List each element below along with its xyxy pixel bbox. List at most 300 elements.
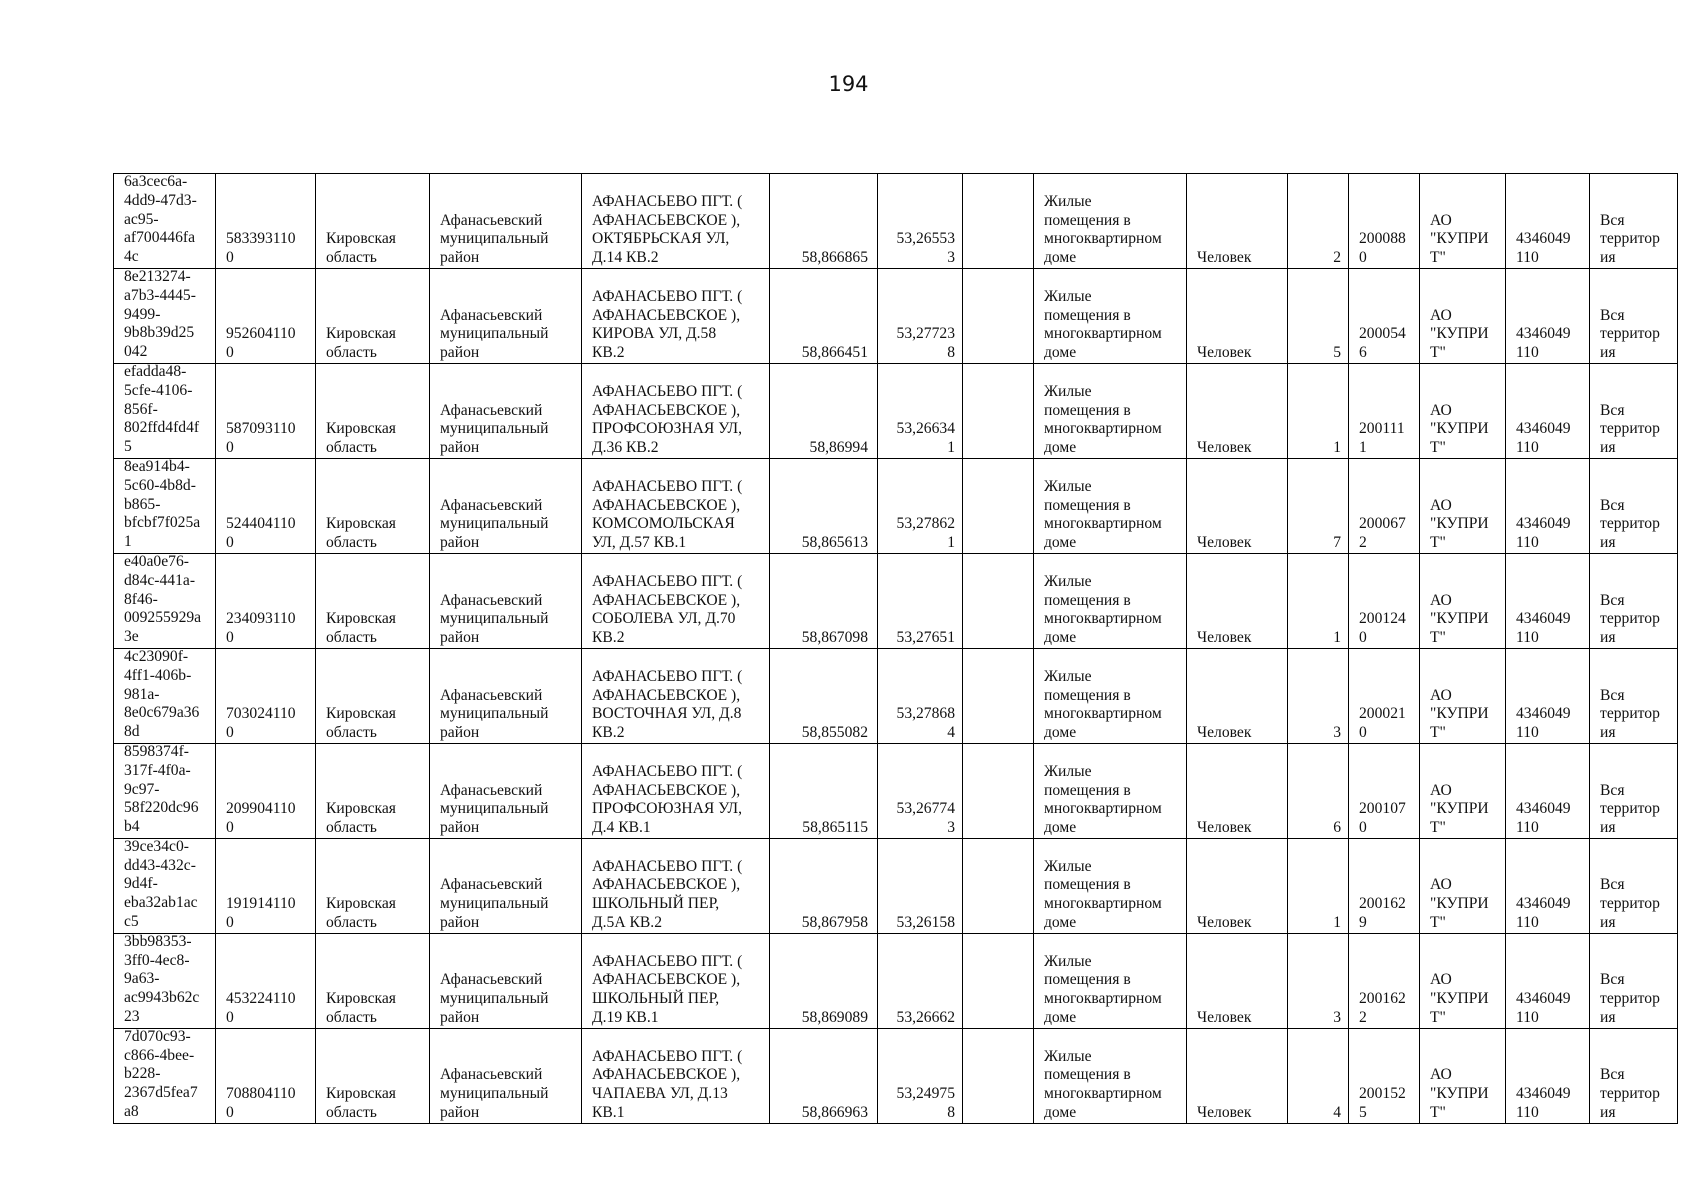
cell-line: Д.19 КВ.1 [592,1009,659,1027]
cell-line: 6 [1359,344,1367,362]
cell-line: территор [1600,1085,1660,1103]
cell-line: доме [1044,249,1077,267]
cell-line: АФАНАСЬЕВСКОЕ ), [592,306,741,324]
cell-district [430,553,582,648]
cell-longitude [878,553,963,648]
cell-line: район [440,344,480,362]
cell-region [316,363,430,458]
cell-line: 110 [1516,249,1539,267]
cell-count [1288,933,1349,1028]
cell-line: Жилые [1044,952,1092,970]
cell-line: 23 [124,1008,140,1026]
cell-line: многоквартирном [1044,990,1162,1008]
cell-line: АФАНАСЬЕВО ПГТ. ( [592,382,743,400]
cell-object-id [114,553,216,648]
cell-category-text [1044,383,1182,458]
cell-category-text [1044,478,1182,553]
cell-count-text [1292,249,1341,268]
cell-latitude-text [774,1009,868,1028]
cell-line: Вся [1600,971,1625,989]
cell-line: 53,26553 [896,230,955,248]
cell-organization [1420,743,1506,838]
cell-address [582,648,770,743]
cell-latitude [770,838,878,933]
cell-object-id-text [124,648,211,741]
cell-line: АФАНАСЬЕВСКОЕ ), [592,686,741,704]
cell-line: многоквартирном [1044,420,1162,438]
cell-line: АФАНАСЬЕВО ПГТ. ( [592,192,743,210]
cell-line: область [326,249,377,267]
cell-line: Кировская [326,325,396,343]
cell-scope-text [1600,782,1673,838]
cell-longitude-text [882,1009,955,1028]
cell-count-text [1292,914,1341,933]
cell-line: территор [1600,895,1660,913]
cell-line: 1 [124,533,132,551]
cell-line: Афанасьевский [440,781,543,799]
table-row [114,648,1678,743]
cell-organization-text [1430,782,1501,838]
cell-line: Кировская [326,800,396,818]
cell-line: район [440,1009,480,1027]
cell-line: 0 [226,914,234,932]
cell-reference-number-text [1359,705,1415,743]
cell-address [582,743,770,838]
cell-region-text [326,230,425,268]
cell-longitude-text [882,629,955,648]
cell-organization [1420,838,1506,933]
cell-object-id [114,268,216,363]
cell-line: 8 [947,1104,955,1122]
cell-region-text [326,990,425,1028]
cell-count [1288,458,1349,553]
cell-district [430,838,582,933]
cell-line: 8e213274- [124,268,191,285]
cell-line: Вся [1600,591,1625,609]
cell-district [430,933,582,1028]
cell-line: область [326,344,377,362]
cell-line: 0 [1359,724,1367,742]
cell-count [1288,363,1349,458]
cell-line: доме [1044,1104,1077,1122]
cell-inn [1506,174,1590,269]
cell-line: АФАНАСЬЕВО ПГТ. ( [592,1047,743,1065]
cell-line: bfcbf7f025a [124,514,201,532]
cell-latitude [770,268,878,363]
cell-empty [963,1028,1034,1123]
cell-latitude [770,174,878,269]
cell-line: АФАНАСЬЕВСКОЕ ), [592,496,741,514]
cell-inn-text [1516,990,1585,1028]
cell-line: 110 [1516,534,1539,552]
cell-line: 8d [124,723,140,741]
cell-object-id [114,1028,216,1123]
cell-line: Вся [1600,496,1625,514]
cell-line: 8ea914b4- [124,458,190,475]
cell-reference-number-text [1359,800,1415,838]
cell-scope [1590,363,1678,458]
cell-line: 708804110 [226,1085,296,1103]
cell-scope [1590,838,1678,933]
cell-district-text [440,1066,577,1122]
cell-district-text [440,592,577,648]
cell-line: 0 [1359,249,1367,267]
cell-count-text [1292,819,1341,838]
cell-count [1288,743,1349,838]
cell-line: 1 [947,439,955,457]
cell-organization [1420,648,1506,743]
cell-line: район [440,534,480,552]
cell-line: КВ.2 [592,724,625,742]
cell-line: Вся [1600,306,1625,324]
cell-code-text [226,420,311,458]
cell-line: a8 [124,1103,139,1121]
cell-line: efadda48- [124,363,187,380]
cell-line: 110 [1516,344,1539,362]
cell-object-id [114,648,216,743]
cell-line: 0 [226,724,234,742]
cell-latitude-text [774,534,868,553]
cell-unit [1187,174,1288,269]
cell-line: АО [1430,1066,1452,1084]
cell-line: d84c-441a- [124,571,196,589]
cell-unit [1187,838,1288,933]
cell-line: 5 [1333,344,1341,362]
cell-line: Т" [1430,534,1446,552]
cell-region [316,174,430,269]
cell-line: АФАНАСЬЕВО ПГТ. ( [592,667,743,685]
cell-scope [1590,648,1678,743]
cell-line: Жилые [1044,572,1092,590]
cell-line: 4346049 [1516,420,1571,438]
cell-line: 703024110 [226,705,296,723]
cell-line: 587093110 [226,420,296,438]
cell-line: УЛ, Д.57 КВ.1 [592,534,687,552]
cell-category [1034,1028,1187,1123]
cell-code [216,648,316,743]
cell-line: 9a63- [124,970,160,988]
cell-unit [1187,648,1288,743]
cell-count-text [1292,629,1341,648]
cell-line: 200162 [1359,990,1406,1008]
cell-region [316,933,430,1028]
cell-line: 4346049 [1516,1085,1571,1103]
cell-reference-number-text [1359,230,1415,268]
cell-line: 2 [1359,1009,1367,1027]
cell-reference-number [1349,458,1420,553]
cell-unit [1187,933,1288,1028]
cell-line: Вся [1600,1066,1625,1084]
cell-line: КОМСОМОЛЬСКАЯ [592,515,735,533]
cell-line: АФАНАСЬЕВО ПГТ. ( [592,572,743,590]
cell-scope [1590,268,1678,363]
cell-unit [1187,458,1288,553]
cell-scope [1590,174,1678,269]
cell-inn-text [1516,895,1585,933]
cell-line: 4dd9-47d3- [124,191,197,209]
cell-line: муниципальный [440,895,549,913]
cell-empty [963,174,1034,269]
cell-line: ПРОФСОЮЗНАЯ УЛ, [592,420,742,438]
cell-line: 9b8b39d25 [124,324,195,342]
cell-line: АФАНАСЬЕВО ПГТ. ( [592,477,743,495]
cell-line: 58,867098 [801,629,868,647]
cell-latitude-text [774,724,868,743]
cell-category-text [1044,763,1182,838]
cell-line: "КУПРИ [1430,230,1489,248]
cell-line: Жилые [1044,857,1092,875]
cell-line: 110 [1516,1009,1539,1027]
cell-address-text [592,858,765,933]
cell-line: Жилые [1044,1047,1092,1065]
cell-unit-text [1197,1009,1283,1028]
cell-line: 58,867958 [801,914,868,932]
cell-organization [1420,933,1506,1028]
cell-line: 234093110 [226,610,296,628]
cell-line: 110 [1516,914,1539,932]
cell-organization [1420,174,1506,269]
cell-unit-text [1197,534,1283,553]
cell-line: АО [1430,686,1452,704]
cell-scope-text [1600,307,1673,363]
cell-line: АФАНАСЬЕВСКОЕ ), [592,211,741,229]
cell-line: 58,86994 [809,439,868,457]
cell-line: 524404110 [226,515,296,533]
cell-region-text [326,325,425,363]
cell-latitude [770,458,878,553]
cell-line: 2 [1359,534,1367,552]
cell-line: территор [1600,800,1660,818]
cell-line: территор [1600,610,1660,628]
cell-reference-number [1349,648,1420,743]
cell-longitude [878,838,963,933]
cell-reference-number [1349,363,1420,458]
cell-line: Вся [1600,401,1625,419]
cell-line: область [326,439,377,457]
cell-line: район [440,914,480,932]
cell-count-text [1292,534,1341,553]
cell-inn-text [1516,800,1585,838]
cell-latitude-text [774,344,868,363]
cell-region-text [326,420,425,458]
cell-empty [963,553,1034,648]
cell-line: Жилые [1044,382,1092,400]
cell-line: 9c97- [124,780,160,798]
cell-inn-text [1516,325,1585,363]
cell-line: 3ff0-4ec8- [124,951,190,969]
cell-line: территор [1600,705,1660,723]
cell-category [1034,553,1187,648]
cell-line: 58,865115 [802,819,868,837]
cell-reference-number [1349,838,1420,933]
cell-category-text [1044,193,1182,268]
cell-line: помещения в [1044,781,1131,799]
cell-line: 7d070c93- [124,1028,191,1045]
cell-line: "КУПРИ [1430,420,1489,438]
cell-address-text [592,193,765,268]
cell-line: Вся [1600,781,1625,799]
cell-line: 9d4f- [124,875,158,893]
cell-reference-number [1349,1028,1420,1123]
cell-line: муниципальный [440,515,549,533]
cell-line: АФАНАСЬЕВСКОЕ ), [592,781,741,799]
cell-inn-text [1516,610,1585,648]
cell-line: 110 [1516,724,1539,742]
cell-line: помещения в [1044,971,1131,989]
cell-line: Т" [1430,914,1446,932]
cell-scope [1590,1028,1678,1123]
cell-district-text [440,971,577,1027]
cell-line: Д.14 КВ.2 [592,249,659,267]
cell-line: c5 [124,913,139,931]
cell-line: b4 [124,818,140,836]
cell-line: район [440,819,480,837]
cell-latitude-text [774,914,868,933]
cell-count-text [1292,344,1341,363]
cell-line: доме [1044,439,1077,457]
cell-count [1288,838,1349,933]
cell-line: 4ff1-406b- [124,666,192,684]
cell-line: 53,27651 [896,629,955,647]
cell-address-text [592,763,765,838]
table-row [114,268,1678,363]
cell-line: 7 [1333,534,1341,552]
cell-line: 583393110 [226,230,296,248]
cell-line: АО [1430,401,1452,419]
cell-line: Кировская [326,420,396,438]
cell-line: 53,26662 [896,1009,955,1027]
cell-line: доме [1044,1009,1077,1027]
cell-organization [1420,363,1506,458]
cell-reference-number [1349,933,1420,1028]
cell-line: b865- [124,495,161,513]
cell-line: "КУПРИ [1430,800,1489,818]
cell-line: район [440,249,480,267]
cell-line: ия [1600,1104,1616,1122]
cell-inn [1506,553,1590,648]
cell-line: муниципальный [440,325,549,343]
cell-line: ac9943b62c [124,989,200,1007]
cell-district [430,268,582,363]
cell-organization-text [1430,971,1501,1027]
cell-organization [1420,458,1506,553]
cell-line: 58,869089 [801,1009,868,1027]
cell-reference-number [1349,743,1420,838]
cell-address-text [592,288,765,363]
cell-line: ШКОЛЬНЫЙ ПЕР, [592,990,720,1008]
cell-line: многоквартирном [1044,895,1162,913]
cell-empty [963,743,1034,838]
cell-line: помещения в [1044,876,1131,894]
cell-object-id [114,458,216,553]
cell-reference-number-text [1359,515,1415,553]
cell-category [1034,648,1187,743]
cell-unit [1187,363,1288,458]
cell-line: 802ffd4fd4f [124,419,200,437]
cell-region-text [326,895,425,933]
cell-line: Человек [1197,249,1252,267]
cell-line: ия [1600,249,1616,267]
cell-line: ия [1600,629,1616,647]
cell-line: многоквартирном [1044,705,1162,723]
cell-line: АФАНАСЬЕВСКОЕ ), [592,876,741,894]
cell-line: 110 [1516,439,1539,457]
cell-category-text [1044,573,1182,648]
cell-object-id-text [124,553,211,646]
cell-longitude-text [882,705,955,743]
cell-line: Вся [1600,211,1625,229]
cell-line: АО [1430,781,1452,799]
cell-line: Кировская [326,610,396,628]
cell-line: 200152 [1359,1085,1406,1103]
cell-line: 4346049 [1516,230,1571,248]
cell-longitude-text [882,420,955,458]
cell-line: Жилые [1044,762,1092,780]
cell-inn [1506,838,1590,933]
cell-inn-text [1516,705,1585,743]
cell-line: многоквартирном [1044,800,1162,818]
cell-longitude [878,648,963,743]
cell-address-text [592,668,765,743]
cell-region [316,1028,430,1123]
cell-line: помещения в [1044,211,1131,229]
cell-code [216,363,316,458]
cell-line: АФАНАСЬЕВО ПГТ. ( [592,857,743,875]
cell-code [216,268,316,363]
cell-line: ВОСТОЧНАЯ УЛ, Д.8 [592,705,742,723]
cell-count [1288,553,1349,648]
cell-district-text [440,876,577,932]
cell-code [216,458,316,553]
cell-line: ия [1600,819,1616,837]
cell-line: ОКТЯБРЬСКАЯ УЛ, [592,230,730,248]
cell-line: 53,26158 [896,914,955,932]
cell-organization-text [1430,497,1501,553]
cell-line: 58,866865 [801,249,868,267]
cell-address [582,838,770,933]
cell-code-text [226,325,311,363]
cell-reference-number-text [1359,325,1415,363]
cell-line: Кировская [326,1085,396,1103]
cell-line: 3 [947,249,955,267]
cell-inn-text [1516,1085,1585,1123]
cell-code-text [226,990,311,1028]
cell-line: муниципальный [440,800,549,818]
cell-scope [1590,743,1678,838]
cell-line: муниципальный [440,610,549,628]
cell-line: АО [1430,211,1452,229]
cell-line: 200107 [1359,800,1406,818]
cell-line: КВ.2 [592,629,625,647]
cell-line: 110 [1516,629,1539,647]
cell-longitude [878,363,963,458]
cell-longitude [878,268,963,363]
cell-latitude-text [774,629,868,648]
cell-unit-text [1197,629,1283,648]
table-row [114,933,1678,1028]
cell-line: ПРОФСОЮЗНАЯ УЛ, [592,800,742,818]
cell-scope-text [1600,402,1673,458]
cell-line: доме [1044,344,1077,362]
cell-line: 0 [226,629,234,647]
cell-region-text [326,705,425,743]
cell-organization-text [1430,402,1501,458]
cell-line: Афанасьевский [440,401,543,419]
cell-organization-text [1430,592,1501,648]
cell-scope [1590,458,1678,553]
cell-object-id-text [124,838,211,931]
cell-line: ия [1600,344,1616,362]
